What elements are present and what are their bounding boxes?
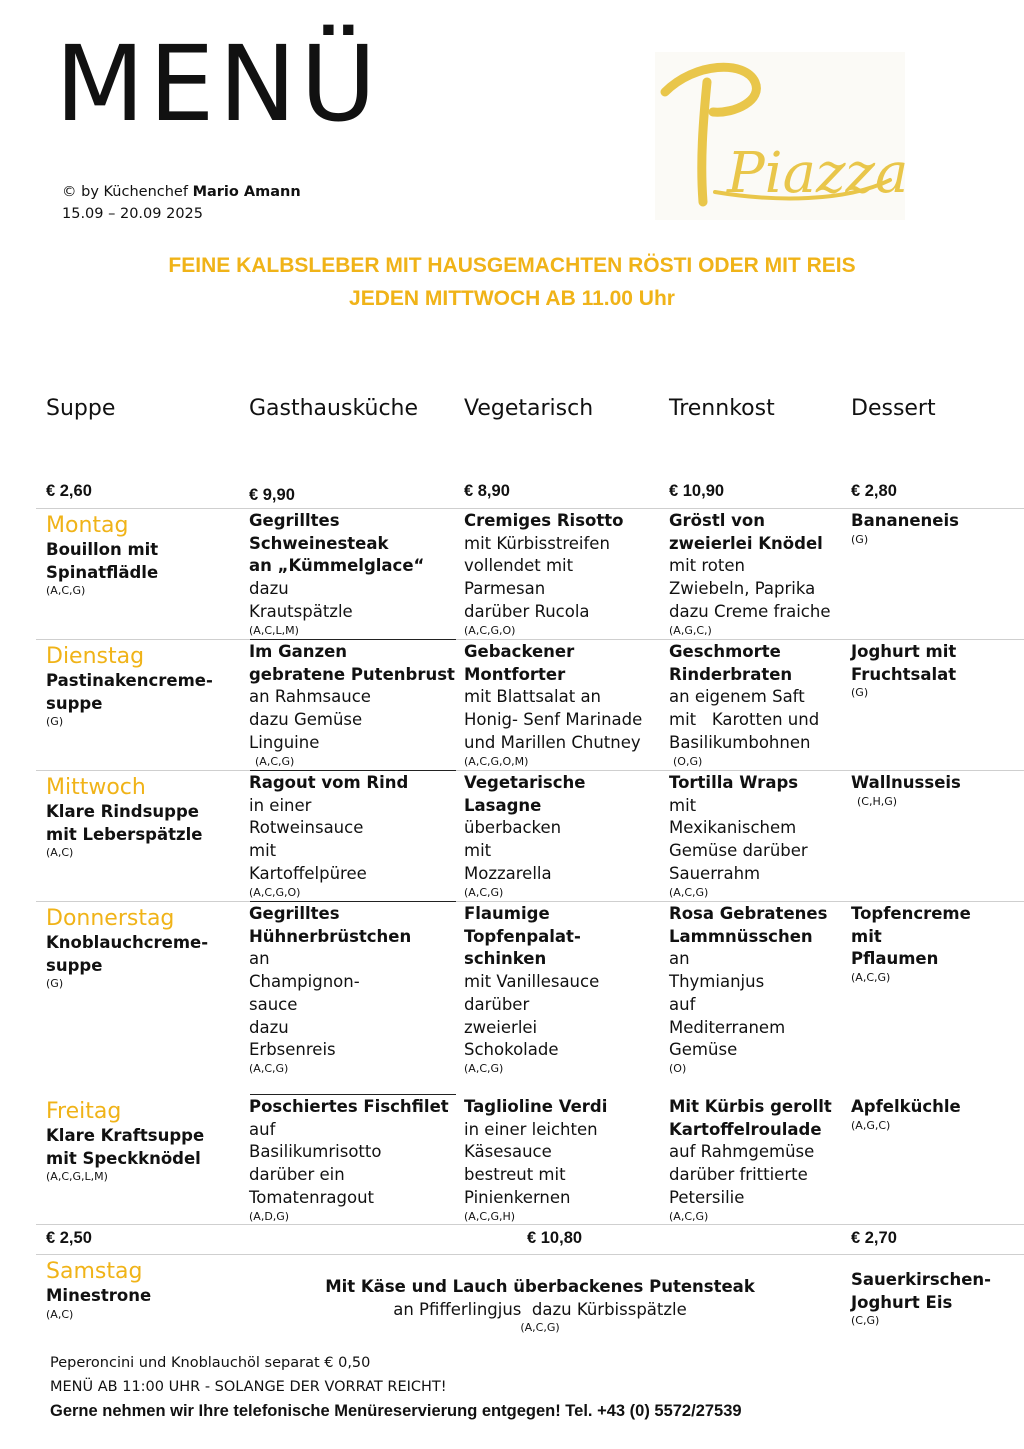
dish-dessert-mittwoch	[851, 772, 961, 808]
allergens: (C,G)	[851, 1314, 880, 1328]
reservation-note: Gerne nehmen wir Ihre telefonische Menüreservierung entgegen! Tel. +43 (0) 5572/27539	[50, 1402, 742, 1420]
price-samstag-dessert: € 2,70	[851, 1229, 897, 1247]
dish-title: Hühnerbrüstchen	[249, 926, 412, 946]
dish-desc: dazu	[249, 1017, 289, 1037]
dish-title: Gegrilltes	[249, 511, 340, 530]
allergens: (A,C)	[46, 1307, 74, 1321]
price-samstag-main: € 10,80	[527, 1229, 583, 1247]
allergens: (A,C,G)	[464, 885, 504, 899]
dish-gasthaus-donnerstag	[249, 903, 411, 1075]
col-header-dessert: Dessert	[851, 396, 936, 421]
allergens: (A,G,C,)	[669, 623, 712, 637]
dish-dessert-montag	[851, 510, 959, 546]
banner-line-2: JEDEN MITTWOCH AB 11.00 Uhr	[349, 287, 675, 310]
dish-desc: mit Vanillesauce	[464, 972, 600, 992]
allergens: (A,C,G)	[669, 1209, 709, 1223]
price-dessert: € 2,80	[851, 482, 897, 500]
day-label: Mittwoch	[46, 775, 146, 800]
dish-title: Rinderbraten	[669, 664, 793, 684]
allergens: (A,C)	[46, 846, 74, 860]
dish-title: Apfelküchle	[851, 1097, 961, 1116]
dish-desc: Champignon-	[249, 972, 360, 992]
dish-desc: in einer	[249, 795, 312, 815]
dish-title: Cremiges Risotto	[464, 511, 624, 530]
day-label: Samstag	[46, 1259, 143, 1284]
dish-desc: an eigenem Saft	[669, 687, 805, 707]
dish-gasthaus-montag	[249, 510, 424, 637]
dish-trenn-donnerstag	[669, 903, 827, 1075]
dish-dessert-samstag	[851, 1269, 991, 1327]
dish-title: Taglioline Verdi	[464, 1097, 608, 1116]
dish-title: Flaumige	[464, 904, 550, 923]
dish-desc: Petersilie	[669, 1187, 745, 1207]
price-suppe: € 2,60	[46, 482, 92, 500]
dish-dessert-donnerstag	[851, 903, 971, 984]
dish-desc: auf	[669, 994, 696, 1014]
allergens: (A,C,G,L,M)	[46, 1170, 108, 1184]
dish-desc: dazu Gemüse	[249, 710, 363, 730]
allergens: (A,C,G)	[851, 971, 891, 985]
dish-desc: Honig- Senf Marinade	[464, 710, 643, 730]
day-row-montag	[46, 513, 158, 597]
allergens: (A,C,L,M)	[249, 623, 299, 637]
dish-title: Rosa Gebratenes	[669, 904, 828, 923]
divider	[250, 639, 456, 640]
divider	[36, 770, 1024, 771]
dish-veg-dienstag	[464, 641, 642, 768]
chef-name: Mario Amann	[192, 184, 301, 200]
banner-line-1: FEINE KALBSLEBER MIT HAUSGEMACHTEN RÖSTI ODER MIT REIS	[168, 254, 856, 277]
dish-title: Lammnüsschen	[669, 926, 813, 946]
dish-title: Bananeneis	[851, 511, 959, 530]
dish-desc: mit	[669, 795, 697, 815]
soup-line: suppe	[46, 693, 103, 713]
dish-desc: vollendet mit	[464, 556, 574, 576]
day-label: Freitag	[46, 1099, 122, 1124]
dish-desc: dazu	[249, 579, 289, 599]
footer-note: MENÜ AB 11:00 UHR - SOLANGE DER VORRAT REICHT!	[50, 1379, 447, 1395]
day-label: Dienstag	[46, 644, 145, 669]
allergens: (A,C,G,O)	[464, 623, 516, 637]
dish-desc: Krautspätzle	[249, 601, 353, 621]
dish-trenn-freitag	[669, 1096, 832, 1223]
dish-veg-montag	[464, 510, 623, 637]
dish-desc: überbacken	[464, 818, 562, 838]
allergens: (O)	[669, 1061, 687, 1075]
soup-line: Klare Kraftsuppe	[46, 1126, 205, 1145]
dish-title: Poschiertes Fischfilet	[249, 1097, 449, 1116]
soup-line: Knoblauchcreme-	[46, 933, 209, 952]
dish-title: Schweinesteak	[249, 533, 389, 553]
dish-trenn-montag	[669, 510, 830, 637]
dish-desc: mit	[464, 841, 492, 861]
logo-text: Piazza	[727, 141, 905, 206]
dish-desc: an Pfifferlingjus dazu Kürbisspätzle	[393, 1299, 687, 1319]
day-label: Donnerstag	[46, 906, 175, 931]
dish-desc: Mexikanischem	[669, 818, 797, 838]
dish-title: Fruchtsalat	[851, 664, 957, 684]
dish-desc: und Marillen Chutney	[464, 732, 641, 752]
dish-desc: darüber Rucola	[464, 601, 590, 621]
dish-desc: Gemüse darüber	[669, 841, 808, 861]
dish-title: Gröstl von	[669, 511, 765, 530]
dish-dessert-dienstag	[851, 641, 956, 699]
dish-dessert-freitag	[851, 1096, 961, 1132]
dish-title: Ragout vom Rind	[249, 773, 409, 792]
dish-veg-donnerstag	[464, 903, 599, 1075]
dish-desc: Gemüse	[669, 1040, 738, 1060]
dish-title: Joghurt Eis	[851, 1292, 953, 1312]
dish-samstag-main	[260, 1276, 820, 1334]
allergens: (A,C,G)	[46, 584, 86, 598]
dish-desc: Tomatenragout	[249, 1187, 375, 1207]
allergens: (G)	[46, 977, 64, 991]
allergens: (A,C,G)	[520, 1321, 560, 1335]
dish-desc: mit Karotten und	[669, 710, 820, 730]
allergens: (A,C,G)	[669, 885, 709, 899]
dish-desc: darüber frittierte	[669, 1165, 808, 1185]
credit	[62, 181, 301, 225]
divider	[36, 639, 1024, 640]
soup-line: Bouillon mit	[46, 540, 159, 559]
price-gasthaus: € 9,90	[249, 486, 295, 504]
allergens: (A,G,C)	[851, 1118, 891, 1132]
dish-desc: Thymianjus	[669, 972, 765, 992]
dish-title: Gebackener	[464, 642, 575, 661]
dish-title: Mit Käse und Lauch überbackenes Putensteak	[325, 1277, 755, 1296]
dish-desc: auf Rahmgemüse	[669, 1142, 815, 1162]
soup-line: suppe	[46, 955, 103, 975]
allergens: (G)	[851, 686, 869, 700]
dish-title: mit	[851, 926, 882, 946]
col-header-vegetarisch: Vegetarisch	[464, 396, 594, 421]
allergens: (A,C,G,O,M)	[464, 754, 529, 768]
divider	[250, 1094, 456, 1095]
dish-desc: Rotweinsauce	[249, 818, 364, 838]
dish-title: schinken	[464, 949, 547, 969]
dish-desc: mit	[249, 841, 277, 861]
allergens: (A,C,G,O)	[249, 885, 301, 899]
soup-line: Minestrone	[46, 1286, 152, 1305]
dish-desc: darüber ein	[249, 1165, 345, 1185]
allergens: (A,D,G)	[249, 1209, 290, 1223]
dish-desc: Linguine	[249, 732, 320, 752]
credit-prefix: © by Küchenchef	[62, 184, 188, 200]
dish-desc: zweierlei	[464, 1017, 538, 1037]
dish-desc: darüber	[464, 994, 530, 1014]
divider	[250, 770, 456, 771]
dish-title: Topfenpalat-	[464, 926, 581, 946]
dish-desc: Kartoffelpüree	[249, 863, 367, 883]
col-header-trennkost: Trennkost	[669, 396, 775, 421]
dish-veg-mittwoch	[464, 772, 585, 899]
dish-desc: Mozzarella	[464, 863, 552, 883]
dish-title: Lasagne	[464, 795, 542, 815]
dish-title: zweierlei Knödel	[669, 533, 823, 553]
piazza-logo	[655, 52, 905, 220]
soup-line: mit Speckknödel	[46, 1148, 201, 1168]
soup-line: Spinatflädle	[46, 562, 159, 582]
dish-desc: Sauerrahm	[669, 863, 761, 883]
dish-desc: Basilikumbohnen	[669, 732, 811, 752]
dish-title: Mit Kürbis gerollt	[669, 1097, 832, 1116]
col-header-gasthaus: Gasthausküche	[249, 396, 419, 421]
soup-line: Pastinakencreme-	[46, 671, 213, 690]
dish-title: Pflaumen	[851, 949, 939, 969]
allergens: (A,C,G)	[464, 1061, 504, 1075]
dish-desc: in einer leichten	[464, 1119, 598, 1139]
col-header-suppe: Suppe	[46, 396, 116, 421]
dish-title: Sauerkirschen-	[851, 1270, 991, 1289]
dish-desc: mit roten	[669, 556, 745, 576]
divider	[36, 901, 1024, 902]
dish-gasthaus-mittwoch	[249, 772, 408, 899]
divider	[36, 1224, 1024, 1225]
allergens: (G)	[46, 715, 64, 729]
price-samstag-suppe: € 2,50	[46, 1229, 92, 1247]
day-label: Montag	[46, 513, 129, 538]
dish-gasthaus-dienstag	[249, 641, 455, 768]
dish-veg-freitag	[464, 1096, 607, 1223]
dish-desc: sauce	[249, 994, 298, 1014]
allergens: (A,C,G,H)	[464, 1209, 516, 1223]
dish-desc: Käsesauce	[464, 1142, 552, 1162]
dish-desc: Schokolade	[464, 1040, 559, 1060]
day-row-freitag	[46, 1099, 204, 1183]
dish-desc: Zwiebeln, Paprika	[669, 579, 816, 599]
dish-title: Wallnusseis	[851, 773, 961, 792]
dish-title: Vegetarische	[464, 773, 586, 792]
soup-line: mit Leberspätzle	[46, 824, 203, 844]
date-range: 15.09 – 20.09 2025	[62, 206, 203, 222]
dish-title: gebratene Putenbrust	[249, 664, 455, 684]
dish-desc: an	[669, 949, 690, 969]
day-row-dienstag	[46, 644, 213, 728]
dish-trenn-mittwoch	[669, 772, 808, 899]
allergens: (A,C,G)	[255, 754, 295, 768]
page-title: MENÜ	[55, 23, 381, 145]
dish-title: Geschmorte	[669, 642, 781, 661]
dish-desc: an Rahmsauce	[249, 687, 371, 707]
divider	[36, 1254, 1024, 1255]
dish-desc: mit Blattsalat an	[464, 687, 602, 707]
dish-title: Im Ganzen	[249, 642, 348, 661]
dish-title: Topfencreme	[851, 904, 971, 923]
dish-title: Montforter	[464, 664, 566, 684]
price-trennkost: € 10,90	[669, 482, 725, 500]
dish-desc: an	[249, 949, 270, 969]
dish-desc: Mediterranem	[669, 1017, 786, 1037]
allergens: (C,H,G)	[857, 794, 898, 808]
dish-desc: Erbsenreis	[249, 1040, 336, 1060]
dish-desc: auf	[249, 1119, 276, 1139]
dish-desc: Basilikumrisotto	[249, 1142, 382, 1162]
soup-line: Klare Rindsuppe	[46, 802, 199, 821]
dish-trenn-dienstag	[669, 641, 819, 768]
dish-title: Kartoffelroulade	[669, 1119, 822, 1139]
dish-desc: Parmesan	[464, 579, 546, 599]
allergens: (O,G)	[673, 754, 703, 768]
dish-desc: dazu Creme fraiche	[669, 601, 831, 621]
dish-title: Gegrilltes	[249, 904, 340, 923]
dish-gasthaus-freitag	[249, 1096, 449, 1223]
dish-title: Tortilla Wraps	[669, 773, 799, 792]
divider	[36, 508, 1024, 509]
allergens: (G)	[851, 532, 869, 546]
footer-note: Peperoncini und Knoblauchöl separat € 0,50	[50, 1355, 371, 1371]
divider	[250, 901, 456, 902]
piazza-logo-mark	[655, 52, 905, 220]
price-vegetarisch: € 8,90	[464, 482, 510, 500]
dish-desc: bestreut mit	[464, 1165, 566, 1185]
day-row-donnerstag	[46, 906, 208, 990]
day-row-samstag	[46, 1259, 151, 1321]
day-row-mittwoch	[46, 775, 202, 859]
dish-desc: Pinienkernen	[464, 1187, 571, 1207]
dish-desc: mit Kürbisstreifen	[464, 533, 610, 553]
dish-title: Joghurt mit	[851, 642, 957, 661]
allergens: (A,C,G)	[249, 1061, 289, 1075]
dish-title: an „Kümmelglace“	[249, 556, 425, 576]
